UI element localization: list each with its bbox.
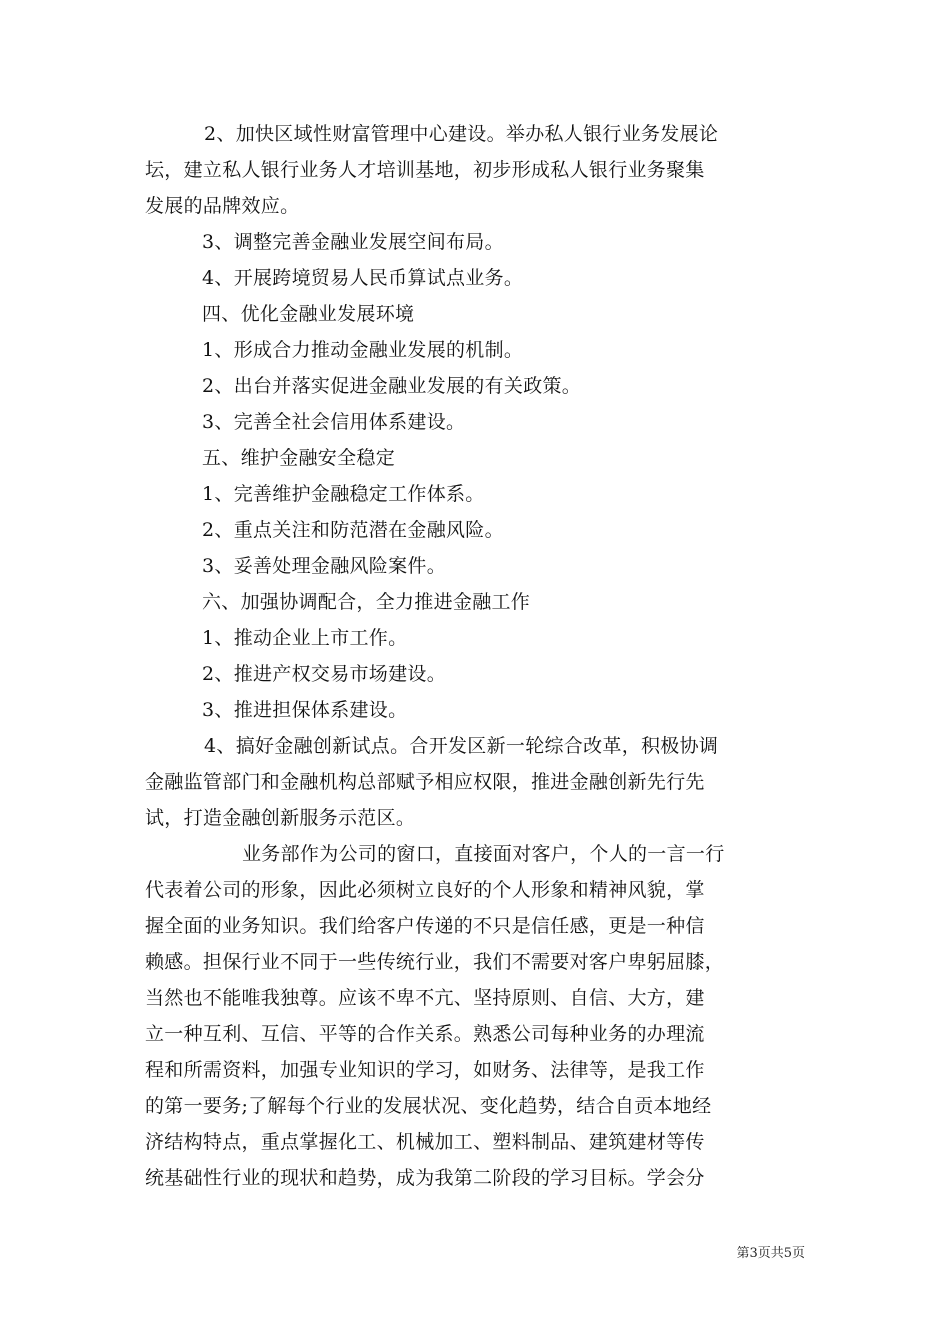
section-heading: 六、加强协调配合，全力推进金融工作 (202, 591, 531, 613)
list-item: 3、完善全社会信用体系建设。 (202, 411, 466, 433)
paragraph-line: 4、搞好金融创新试点。合开发区新一轮综合改革，积极协调 (204, 735, 719, 757)
paragraph-line: 业务部作为公司的窗口，直接面对客户，个人的一言一行 (242, 843, 725, 865)
paragraph-line: 试，打造金融创新服务示范区。 (145, 807, 416, 829)
paragraph-line: 程和所需资料，加强专业知识的学习，如财务、法律等，是我工作 (145, 1059, 705, 1081)
paragraph-line: 代表着公司的形象，因此必须树立良好的个人形象和精神风貌，掌 (145, 879, 705, 901)
list-item: 4、开展跨境贸易人民币算试点业务。 (202, 267, 524, 289)
list-item: 3、调整完善金融业发展空间布局。 (202, 231, 504, 253)
paragraph-line: 的第一要务;了解每个行业的发展状况、变化趋势，结合自贡本地经 (145, 1095, 712, 1117)
paragraph-line: 立一种互利、互信、平等的合作关系。熟悉公司每种业务的办理流 (145, 1023, 705, 1045)
section-heading: 五、维护金融安全稳定 (202, 447, 396, 469)
list-item: 2、推进产权交易市场建设。 (202, 663, 446, 685)
paragraph-line: 坛，建立私人银行业务人才培训基地，初步形成私人银行业务聚集 (145, 159, 705, 181)
paragraph-line: 赖感。担保行业不同于一些传统行业，我们不需要对客户卑躬屈膝， (145, 951, 725, 973)
list-item: 1、完善维护金融稳定工作体系。 (202, 483, 485, 505)
paragraph-line: 金融监管部门和金融机构总部赋予相应权限，推进金融创新先行先 (145, 771, 705, 793)
document-body (145, 116, 815, 1196)
page-number: 第3页共5页 (736, 1246, 805, 1261)
list-item: 2、出台并落实促进金融业发展的有关政策。 (202, 375, 582, 397)
paragraph-line: 济结构特点，重点掌握化工、机械加工、塑料制品、建筑建材等传 (145, 1131, 705, 1153)
list-item: 3、妥善处理金融风险案件。 (202, 555, 446, 577)
paragraph-line: 发展的品牌效应。 (145, 195, 300, 217)
section-heading: 四、优化金融业发展环境 (202, 303, 415, 325)
paragraph-line: 2、加快区域性财富管理中心建设。举办私人银行业务发展论 (204, 123, 719, 145)
paragraph-line: 握全面的业务知识。我们给客户传递的不只是信任感，更是一种信 (145, 915, 705, 937)
list-item: 1、推动企业上市工作。 (202, 627, 408, 649)
list-item: 1、形成合力推动金融业发展的机制。 (202, 339, 524, 361)
paragraph-line: 当然也不能唯我独尊。应该不卑不亢、坚持原则、自信、大方，建 (145, 987, 705, 1009)
list-item: 3、推进担保体系建设。 (202, 699, 408, 721)
paragraph-line: 统基础性行业的现状和趋势，成为我第二阶段的学习目标。学会分 (145, 1167, 705, 1189)
list-item: 2、重点关注和防范潜在金融风险。 (202, 519, 504, 541)
